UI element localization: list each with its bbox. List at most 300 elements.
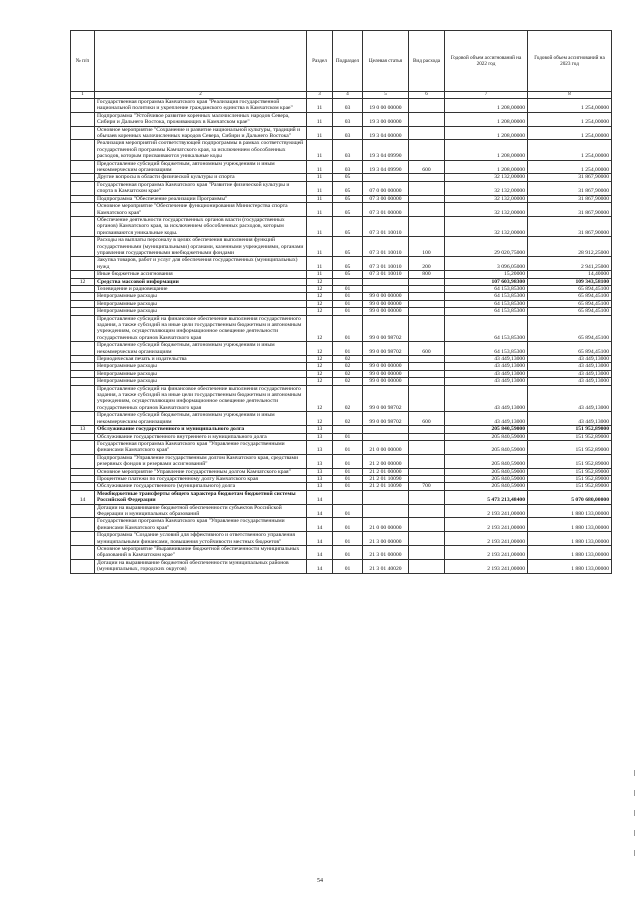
row-amount-2022: 43 449,13000 (445, 412, 528, 426)
row-section: 13 (307, 426, 333, 433)
row-target-item: 07 3 01 00000 (363, 203, 409, 217)
row-target-item (363, 504, 409, 518)
table-row (71, 433, 612, 440)
row-section: 12 (307, 370, 333, 377)
column-number: 3 (307, 92, 333, 99)
row-section: 11 (307, 174, 333, 181)
row-section: 11 (307, 237, 333, 257)
row-section: 13 (307, 440, 333, 454)
row-target-item: 21 2 00 00000 (363, 454, 409, 468)
table-row (71, 483, 612, 490)
row-section: 13 (307, 483, 333, 490)
row-amount-2023: 151 952,89000 (528, 475, 612, 482)
row-section: 12 (307, 300, 333, 307)
row-number (71, 160, 95, 174)
row-subsection: 03 (333, 160, 363, 174)
row-amount-2023: 31 867,90000 (528, 195, 612, 202)
row-amount-2023: 65 894,45100 (528, 315, 612, 342)
column-number: 7 (445, 92, 528, 99)
row-subsection: 02 (333, 412, 363, 426)
row-expense-type: 600 (409, 412, 445, 426)
table-row (71, 378, 612, 385)
row-name: Обслуживание государственного и муниципального долга (95, 426, 307, 433)
row-amount-2022: 3 096,05000 (445, 257, 528, 271)
row-expense-type (409, 126, 445, 140)
row-target-item: 21 3 00 00000 (363, 532, 409, 546)
row-section: 11 (307, 160, 333, 174)
row-number (71, 518, 95, 532)
row-amount-2022: 64 153,85300 (445, 315, 528, 342)
row-name: Подпрограмма "Создание условий для эффективного и ответственного управления муниципальными финансами, повышения устойчивости местных бюджетов" (95, 532, 307, 546)
row-subsection: 02 (333, 363, 363, 370)
row-target-item: 99 0 00 98702 (363, 412, 409, 426)
row-subsection: 02 (333, 385, 363, 412)
row-amount-2023: 151 952,89000 (528, 426, 612, 433)
row-number (71, 378, 95, 385)
header-subsection: Подраздел (333, 31, 363, 92)
row-amount-2023: 1 254,00000 (528, 160, 612, 174)
row-number (71, 99, 95, 113)
row-target-item (363, 426, 409, 433)
row-target-item: 07 3 01 10010 (363, 216, 409, 236)
table-row (71, 257, 612, 271)
header-name (95, 31, 307, 92)
row-number: 12 (71, 278, 95, 285)
row-subsection: 01 (333, 440, 363, 454)
row-section: 12 (307, 363, 333, 370)
row-amount-2022: 2 193 241,00000 (445, 532, 528, 546)
table-row (71, 99, 612, 113)
row-target-item: 07 0 00 00000 (363, 181, 409, 195)
row-amount-2022: 29 020,75000 (445, 237, 528, 257)
row-target-item: 21 0 00 00000 (363, 518, 409, 532)
row-target-item: 99 0 00 00000 (363, 378, 409, 385)
row-name: Подпрограмма "Обеспечение реализации Программы" (95, 195, 307, 202)
table-row (71, 342, 612, 356)
table-row (71, 532, 612, 546)
row-target-item: 19 3 04 09990 (363, 160, 409, 174)
row-name: Расходы на выплаты персоналу в целях обеспечения выполнения функций государственными (муниципальными) органами, казенными учреждениями, органами управления государственными внебюджетными фондами (95, 237, 307, 257)
row-subsection: 05 (333, 195, 363, 202)
row-amount-2023: 1 880 133,00000 (528, 504, 612, 518)
row-subsection: 01 (333, 300, 363, 307)
row-amount-2022: 205 840,59000 (445, 468, 528, 475)
row-number (71, 174, 95, 181)
row-amount-2022: 1 208,00000 (445, 99, 528, 113)
row-name: Дотации на выравнивание бюджетной обеспеченности субъектов Российской Федерации и муниципальных образований (95, 504, 307, 518)
row-expense-type: 100 (409, 237, 445, 257)
row-expense-type (409, 518, 445, 532)
row-target-item: 07 3 01 10010 (363, 271, 409, 278)
column-number: 6 (409, 92, 445, 99)
row-subsection: 01 (333, 433, 363, 440)
row-section: 11 (307, 257, 333, 271)
row-amount-2022: 5 473 213,48400 (445, 490, 528, 504)
row-target-item (363, 278, 409, 285)
table-row (71, 112, 612, 126)
header-amount-2022: Годовой объем ассигнований на 2022 год (445, 31, 528, 92)
row-section: 14 (307, 559, 333, 573)
row-number (71, 181, 95, 195)
row-expense-type (409, 315, 445, 342)
row-number (71, 363, 95, 370)
row-number (71, 308, 95, 315)
row-number (71, 412, 95, 426)
row-number (71, 271, 95, 278)
row-expense-type (409, 532, 445, 546)
row-amount-2022: 64 153,85300 (445, 308, 528, 315)
row-name: Межбюджетные трансферты общего характера бюджетам бюджетной системы Российской Федерации (95, 490, 307, 504)
row-expense-type: 600 (409, 160, 445, 174)
row-number (71, 475, 95, 482)
row-amount-2022: 1 208,00000 (445, 140, 528, 160)
table-row (71, 216, 612, 236)
row-target-item (363, 490, 409, 504)
row-subsection: 02 (333, 370, 363, 377)
row-amount-2023: 65 894,45100 (528, 308, 612, 315)
row-section: 12 (307, 278, 333, 285)
row-amount-2022: 43 449,13000 (445, 378, 528, 385)
row-number (71, 216, 95, 236)
column-number: 5 (363, 92, 409, 99)
row-amount-2023: 151 952,89000 (528, 440, 612, 454)
table-row (71, 293, 612, 300)
row-expense-type (409, 99, 445, 113)
row-number (71, 468, 95, 475)
row-section: 11 (307, 216, 333, 236)
row-expense-type: 800 (409, 271, 445, 278)
row-target-item: 99 0 00 98702 (363, 315, 409, 342)
table-row (71, 468, 612, 475)
row-number (71, 433, 95, 440)
row-amount-2023: 1 254,00000 (528, 140, 612, 160)
row-name: Реализация мероприятий соответствующей подпрограммы в рамках соответствующей государственной программы Камчатского края, за исключением обособленных расходов, которым присваиваются уникальные коды (95, 140, 307, 160)
table-row (71, 315, 612, 342)
row-subsection: 03 (333, 140, 363, 160)
row-expense-type (409, 468, 445, 475)
row-number (71, 385, 95, 412)
row-amount-2022: 205 840,59000 (445, 426, 528, 433)
row-amount-2023: 43 449,13000 (528, 378, 612, 385)
row-section: 13 (307, 433, 333, 440)
row-amount-2023: 43 449,13000 (528, 370, 612, 377)
row-subsection: 01 (333, 285, 363, 292)
header-expense-type: Вид расхода (409, 31, 445, 92)
row-amount-2023: 65 894,45100 (528, 285, 612, 292)
row-amount-2022: 1 208,00000 (445, 126, 528, 140)
row-target-item: 19 3 04 09990 (363, 140, 409, 160)
row-name: Предоставление субсидий на финансовое обеспечение выполнения государственного задания, а также субсидий на иные цели государственным бюджетным и автономным учреждениям, осуществляющим информационное освещение деятельности государственных органов Камчатского края (95, 315, 307, 342)
row-amount-2022: 43 449,13000 (445, 363, 528, 370)
row-expense-type (409, 433, 445, 440)
row-expense-type (409, 278, 445, 285)
row-expense-type (409, 385, 445, 412)
row-amount-2022: 43 449,13000 (445, 370, 528, 377)
row-name: Основное мероприятие "Выравнивание бюджетной обеспеченности муниципальных образований в Камчатском крае" (95, 546, 307, 560)
row-target-item: 99 0 00 98702 (363, 385, 409, 412)
row-name: Предоставление субсидий на финансовое обеспечение выполнения государственного задания, а также субсидий на иные цели государственным бюджетным и автономным учреждениям, осуществляющим информационное освещение деятельности государственных органов Камчатского края (95, 385, 307, 412)
row-amount-2022: 205 840,59000 (445, 454, 528, 468)
row-amount-2022: 32 132,00000 (445, 174, 528, 181)
row-section: 14 (307, 518, 333, 532)
row-expense-type (409, 203, 445, 217)
row-number: 13 (71, 426, 95, 433)
table-row (71, 174, 612, 181)
row-target-item (363, 433, 409, 440)
row-section: 12 (307, 412, 333, 426)
row-expense-type (409, 174, 445, 181)
table-row (71, 308, 612, 315)
row-name: Государственная программа Камчатского края "Управление государственными финансами Камчатского края" (95, 518, 307, 532)
scan-edge-marks (634, 770, 636, 890)
row-number (71, 504, 95, 518)
row-amount-2023: 31 867,90000 (528, 174, 612, 181)
row-amount-2023: 1 254,00000 (528, 126, 612, 140)
row-target-item (363, 356, 409, 363)
row-name: Государственная программа Камчатского края "Развитие физической культуры и спорта в Камчатском крае" (95, 181, 307, 195)
table-row (71, 285, 612, 292)
row-amount-2023: 65 894,45100 (528, 342, 612, 356)
row-amount-2022: 64 153,85300 (445, 293, 528, 300)
row-section: 13 (307, 454, 333, 468)
row-section: 11 (307, 126, 333, 140)
table-row (71, 140, 612, 160)
row-amount-2022: 1 208,00000 (445, 112, 528, 126)
row-amount-2022: 205 840,59000 (445, 433, 528, 440)
row-number (71, 195, 95, 202)
column-number: 1 (71, 92, 95, 99)
row-expense-type (409, 504, 445, 518)
row-section: 14 (307, 546, 333, 560)
row-amount-2023: 2 941,25000 (528, 257, 612, 271)
row-number (71, 356, 95, 363)
row-section: 11 (307, 99, 333, 113)
table-row (71, 426, 612, 433)
table-row (71, 271, 612, 278)
row-amount-2022: 64 153,85300 (445, 342, 528, 356)
table-row (71, 518, 612, 532)
row-expense-type: 700 (409, 483, 445, 490)
row-subsection: 05 (333, 174, 363, 181)
row-amount-2023: 151 952,89000 (528, 483, 612, 490)
row-subsection (333, 490, 363, 504)
row-number (71, 293, 95, 300)
row-amount-2023: 151 952,89000 (528, 454, 612, 468)
table-row (71, 363, 612, 370)
row-amount-2023: 109 343,58100 (528, 278, 612, 285)
table-row (71, 195, 612, 202)
row-amount-2022: 205 840,59000 (445, 440, 528, 454)
row-subsection: 05 (333, 216, 363, 236)
row-expense-type (409, 475, 445, 482)
row-amount-2023: 31 867,90000 (528, 181, 612, 195)
table-row (71, 181, 612, 195)
row-amount-2022: 2 193 241,00000 (445, 546, 528, 560)
row-amount-2022: 2 193 241,00000 (445, 504, 528, 518)
row-subsection: 05 (333, 203, 363, 217)
row-name: Закупка товаров, работ и услуг для обеспечения государственных (муниципальных) нужд (95, 257, 307, 271)
row-number (71, 483, 95, 490)
row-subsection: 01 (333, 475, 363, 482)
row-expense-type (409, 140, 445, 160)
row-target-item: 21 2 01 10090 (363, 475, 409, 482)
row-expense-type: 200 (409, 257, 445, 271)
row-target-item: 21 3 01 40020 (363, 559, 409, 573)
row-amount-2022: 205 840,59000 (445, 483, 528, 490)
table-row (71, 412, 612, 426)
row-amount-2023: 43 449,13000 (528, 412, 612, 426)
row-amount-2023: 14,40000 (528, 271, 612, 278)
row-name: Основное мероприятие "Обеспечение функционирования Министерства спорта Камчатского края" (95, 203, 307, 217)
row-number (71, 559, 95, 573)
row-target-item: 19 3 04 00000 (363, 126, 409, 140)
row-subsection: 01 (333, 504, 363, 518)
row-target-item: 99 0 00 00000 (363, 308, 409, 315)
row-amount-2023: 65 894,45100 (528, 300, 612, 307)
row-name: Подпрограмма "Управление государственным долгом Камчатского края, средствами резервных фондов и резервами ассигнований" (95, 454, 307, 468)
row-name: Подпрограмма "Устойчивое развитие коренных малочисленных народов Севера, Сибири и Дальнего Востока, проживающих в Камчатском крае" (95, 112, 307, 126)
row-number (71, 370, 95, 377)
row-subsection: 05 (333, 257, 363, 271)
row-subsection: 01 (333, 315, 363, 342)
row-name: Непрограммные расходы (95, 370, 307, 377)
row-section: 14 (307, 490, 333, 504)
row-section: 12 (307, 342, 333, 356)
row-expense-type (409, 454, 445, 468)
row-target-item: 99 0 00 00000 (363, 370, 409, 377)
table-row (71, 454, 612, 468)
table-row (71, 237, 612, 257)
row-expense-type (409, 378, 445, 385)
row-subsection: 05 (333, 271, 363, 278)
row-expense-type (409, 308, 445, 315)
row-expense-type (409, 546, 445, 560)
row-subsection: 05 (333, 237, 363, 257)
row-subsection: 01 (333, 308, 363, 315)
row-name: Периодическая печать и издательства (95, 356, 307, 363)
row-number (71, 532, 95, 546)
row-name: Обслуживание государственного внутреннего и муниципального долга (95, 433, 307, 440)
row-section: 14 (307, 532, 333, 546)
table-row (71, 370, 612, 377)
header-row (71, 31, 612, 92)
row-amount-2022: 64 153,85300 (445, 285, 528, 292)
row-amount-2023: 1 880 133,00000 (528, 532, 612, 546)
row-section: 12 (307, 308, 333, 315)
table-row (71, 490, 612, 504)
row-amount-2022: 32 132,00000 (445, 195, 528, 202)
row-amount-2022: 64 153,85300 (445, 300, 528, 307)
row-name: Дотации на выравнивание бюджетной обеспеченности муниципальных районов (муниципальных, городских округов) (95, 559, 307, 573)
row-amount-2022: 107 603,98300 (445, 278, 528, 285)
row-name: Непрограммные расходы (95, 293, 307, 300)
row-target-item: 99 0 00 98702 (363, 342, 409, 356)
table-row (71, 559, 612, 573)
row-amount-2023: 151 952,89000 (528, 433, 612, 440)
row-name: Основное мероприятие "Сохранение и развитие национальной культуры, традиций и обычаев коренных малочисленных народов Севера, Сибири и Дальнего Востока" (95, 126, 307, 140)
row-subsection: 03 (333, 99, 363, 113)
table-body (71, 99, 612, 574)
row-name: Обеспечение деятельности государственных органов власти (государственных органов) Камчатского края, за исключением обособленных расходов, которым присваиваются уникальные коды. (95, 216, 307, 236)
row-expense-type (409, 490, 445, 504)
row-expense-type (409, 112, 445, 126)
column-number: 4 (333, 92, 363, 99)
row-subsection: 01 (333, 293, 363, 300)
row-section: 13 (307, 475, 333, 482)
row-target-item: 07 3 01 10010 (363, 237, 409, 257)
row-name: Основное мероприятие "Управление государственным долгом Камчатского края" (95, 468, 307, 475)
header-num: № п/п (71, 31, 95, 92)
row-name: Процентные платежи по государственному долгу Камчатского края (95, 475, 307, 482)
row-name: Предоставление субсидий бюджетным, автономным учреждениям и иным некоммерческим организациям (95, 342, 307, 356)
row-amount-2023: 31 867,90000 (528, 203, 612, 217)
row-expense-type (409, 356, 445, 363)
row-amount-2023: 5 070 680,00000 (528, 490, 612, 504)
row-target-item: 99 0 00 00000 (363, 293, 409, 300)
row-amount-2022: 43 449,13000 (445, 385, 528, 412)
table-row (71, 203, 612, 217)
row-section: 12 (307, 378, 333, 385)
row-subsection (333, 426, 363, 433)
row-amount-2023: 28 912,25000 (528, 237, 612, 257)
row-subsection: 03 (333, 112, 363, 126)
row-number (71, 300, 95, 307)
row-section: 12 (307, 315, 333, 342)
row-number (71, 140, 95, 160)
row-target-item: 19 0 00 00000 (363, 99, 409, 113)
row-section: 13 (307, 468, 333, 475)
row-target-item: 99 0 00 00000 (363, 300, 409, 307)
row-number (71, 237, 95, 257)
row-number (71, 440, 95, 454)
row-amount-2022: 32 132,00000 (445, 216, 528, 236)
row-target-item: 19 3 00 00000 (363, 112, 409, 126)
row-amount-2023: 43 449,13000 (528, 385, 612, 412)
row-target-item: 07 3 00 00000 (363, 195, 409, 202)
row-number (71, 112, 95, 126)
table-row (71, 126, 612, 140)
row-expense-type (409, 285, 445, 292)
row-name: Непрограммные расходы (95, 378, 307, 385)
row-amount-2022: 32 132,00000 (445, 181, 528, 195)
row-amount-2023: 43 449,13000 (528, 363, 612, 370)
table-row (71, 440, 612, 454)
column-number-row (71, 92, 612, 99)
row-target-item: 21 2 01 10090 (363, 483, 409, 490)
row-number (71, 257, 95, 271)
header-target-item: Целевая статья (363, 31, 409, 92)
row-section: 11 (307, 112, 333, 126)
table-row (71, 504, 612, 518)
row-amount-2023: 151 952,89000 (528, 468, 612, 475)
row-subsection: 01 (333, 454, 363, 468)
row-amount-2022: 43 449,13000 (445, 356, 528, 363)
header-section: Раздел (307, 31, 333, 92)
row-name: Непрограммные расходы (95, 300, 307, 307)
row-target-item: 21 0 00 00000 (363, 440, 409, 454)
row-amount-2023: 1 880 133,00000 (528, 546, 612, 560)
row-subsection: 02 (333, 378, 363, 385)
row-subsection: 01 (333, 468, 363, 475)
row-number (71, 454, 95, 468)
row-subsection: 02 (333, 356, 363, 363)
row-amount-2022: 32 132,00000 (445, 203, 528, 217)
row-name: Телевидение и радиовещание (95, 285, 307, 292)
row-section: 11 (307, 271, 333, 278)
row-target-item: 21 2 01 00000 (363, 468, 409, 475)
row-target-item: 07 3 01 10010 (363, 257, 409, 271)
row-subsection (333, 278, 363, 285)
